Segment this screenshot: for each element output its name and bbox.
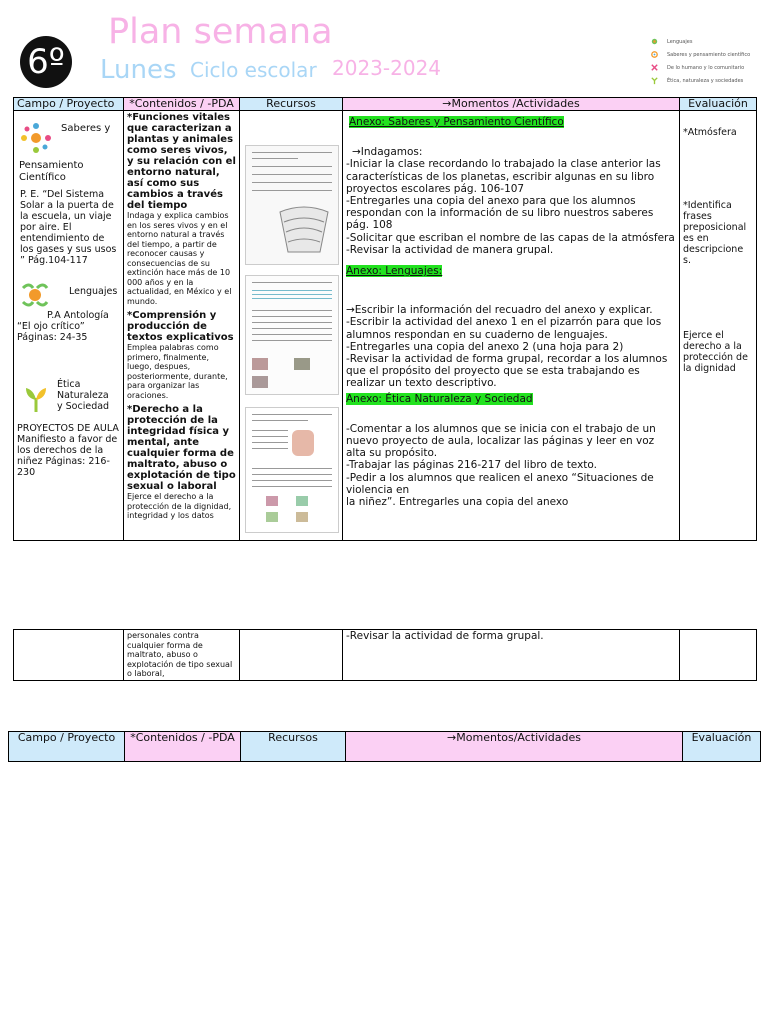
header-momentos: →Momentos /Actividades <box>343 98 680 111</box>
header-contenidos-2: *Contenidos / -PDA <box>125 732 241 762</box>
etica-icon <box>23 385 49 417</box>
legend-item <box>650 61 762 74</box>
paginas-label: Páginas: 24-35 <box>17 332 88 343</box>
etica-label-1: Ética <box>57 379 81 390</box>
anexo-saberes-heading: Anexo: Saberes y Pensamiento Científico <box>349 116 564 128</box>
saberes-icon <box>650 50 659 59</box>
anexo-lenguajes-thumbnail <box>245 275 339 395</box>
year-label: 2023-2024 <box>332 56 442 80</box>
campo-cell-cont <box>14 630 124 681</box>
etica-label-3: y Sociedad <box>57 401 110 412</box>
etica-label-2: Naturaleza <box>57 390 109 401</box>
saberes-icon <box>19 121 53 159</box>
contenidos-cell-cont <box>124 630 240 681</box>
manifiesto-label: Manifiesto a favor de los derechos de la niñez Páginas: 216-230 <box>17 434 118 478</box>
project-saberes: P. E. “Del Sistema Solar a la puerta de la escuela, un viaje por aire. El entendimiento de los gases y sus usos ” Pág.104-117 <box>20 189 117 266</box>
actividad-lenguajes-3: -Entregarles una copia del anexo 2 (una hoja para 2) <box>346 340 624 353</box>
lenguajes-label: Lenguajes <box>69 286 118 297</box>
contenidos-cell <box>124 111 240 541</box>
header-evaluacion-2: Evaluación <box>683 732 761 762</box>
actividad-lenguajes-2: -Escribir la actividad del anexo 1 en el pizarrón para que los alumnos respondan en su cuaderno de lenguajes. <box>346 316 662 341</box>
legend-item <box>650 74 762 87</box>
header-campo: Campo / Proyecto <box>14 98 124 111</box>
header-recursos-2: Recursos <box>241 732 346 762</box>
day-label: Lunes <box>100 55 177 85</box>
proyectos-aula-label: PROYECTOS DE AULA <box>17 423 119 434</box>
contenido-1-text: Indaga y explica cambios en los seres vivos y en el entorno natural a través del tiempo, a partir de reconocer causas y consecuencias de su extinción hace más de 10 000 años y en la actualidad, en México y el mundo. <box>127 211 232 306</box>
saberes-label: Saberes y <box>61 123 111 134</box>
legend-label: De lo humano y lo comunitario <box>667 64 745 71</box>
plan-table-next <box>8 731 761 762</box>
cycle-label: Ciclo escolar <box>190 58 317 82</box>
evaluacion-3: Ejerce el derecho a la protección de la dignidad <box>683 330 748 374</box>
humano-icon <box>650 63 659 72</box>
header-campo-2: Campo / Proyecto <box>9 732 125 762</box>
anexo-lenguajes-heading: Anexo: Lenguajes: <box>346 265 443 278</box>
indagamos-label: →Indagamos: <box>352 146 423 159</box>
contenido-2-text: Emplea palabras como primero, finalmente, luego, despues, posteriormente, durante, para organizar las oraciones. <box>127 343 228 400</box>
plan-table-main <box>13 97 757 541</box>
saberes-block <box>17 121 120 181</box>
saberes-label-2: Pensamiento Científico <box>19 160 84 183</box>
actividad-etica-5: -Revisar la actividad de forma grupal. <box>346 630 544 642</box>
actividad-etica-2: -Trabajar las páginas 216-217 del libro de texto. <box>346 459 597 472</box>
contenido-2-title: *Comprensión y producción de textos explicativos <box>127 310 234 343</box>
grade-badge: 6º <box>20 36 72 88</box>
legend-label: Ética, naturaleza y sociedades <box>667 77 744 84</box>
plan-table-continuation <box>13 629 757 681</box>
header-evaluacion: Evaluación <box>680 98 757 111</box>
recursos-cell <box>240 111 343 541</box>
antologia-label: P.A Antología <box>47 310 109 321</box>
anexo-etica-heading: Anexo: Ética Naturaleza y Sociedad <box>346 392 533 405</box>
contenido-3-continuation: personales contra cualquier forma de maltrato, abuso o explotación de tipo sexual o laboral, <box>127 631 233 678</box>
actividad-etica-3: -Pedir a los alumnos que realicen el anexo “Situaciones de violencia en <box>346 471 654 496</box>
contenido-1-title: *Funciones vitales que caracterizan a plantas y animales como seres vivos, y su relación con el entorno natural, así como sus cambios a través del tiempo <box>127 112 236 211</box>
contenido-3-text: Ejerce el derecho a la protección de la dignidad, integridad y los datos <box>127 492 232 520</box>
lenguajes-icon <box>19 280 51 314</box>
legend-item <box>650 35 762 48</box>
actividad-saberes-1: -Iniciar la clase recordando lo trabajado la clase anterior las características de los planetas, escribir algunas en su libro proyectos escolares pág. 106-107 <box>346 158 661 195</box>
lenguajes-icon <box>650 37 659 46</box>
momentos-cell <box>343 111 680 541</box>
header-recursos: Recursos <box>240 98 343 111</box>
actividad-etica-4: la niñez”. Entregarles una copia del anexo <box>346 496 569 509</box>
legend-label: Saberes y pensamiento científico <box>667 51 751 58</box>
contenido-3-title: *Derecho a la protección de la integridad física y mental, ante cualquier forma de maltrato, abuso o explotación de tipo sexual o laboral <box>127 404 236 492</box>
ojo-critico-label: “El ojo crítico” <box>17 321 85 332</box>
anexo-saberes-thumbnail <box>245 145 339 265</box>
page-title: Plan semana <box>108 12 333 52</box>
momentos-cell-cont <box>343 630 680 681</box>
anexo-etica-thumbnail <box>245 407 339 533</box>
actividad-saberes-2: -Entregarles una copia del anexo para que los alumnos respondan con la información de su libro nuestros saberes pág. 108 <box>346 195 654 232</box>
lenguajes-block <box>17 280 120 310</box>
campos-legend <box>650 35 762 95</box>
legend-item <box>650 48 762 61</box>
evaluacion-1: *Atmósfera <box>683 127 737 138</box>
actividad-etica-1: -Comentar a los alumnos que se inicia con el trabajo de un nuevo proyecto de aula, localizar las páginas y leer en voz alta su propósito. <box>346 422 656 460</box>
actividad-saberes-4: -Revisar la actividad de manera grupal. <box>346 243 554 256</box>
actividad-saberes-3: -Solicitar que escriban el nombre de las capas de la atmósfera <box>346 231 675 244</box>
actividad-lenguajes-4: -Revisar la actividad de forma grupal, recordar a los alumnos que el propósito del proyecto que se esta trabajando es realizar un texto descriptivo. <box>346 353 668 390</box>
header-momentos-2: →Momentos/Actividades <box>346 732 683 762</box>
campo-cell <box>14 111 124 541</box>
etica-icon <box>650 76 659 85</box>
actividad-lenguajes-1: →Escribir la información del recuadro del anexo y explicar. <box>346 304 653 317</box>
recursos-cell-cont <box>240 630 343 681</box>
evaluacion-cell <box>680 111 757 541</box>
evaluacion-cell-cont <box>680 630 757 681</box>
evaluacion-2: *Identifica frases preposicional es en descripcione s. <box>683 200 747 266</box>
legend-label: Lenguajes <box>667 38 693 45</box>
header-contenidos: *Contenidos / -PDA <box>124 98 240 111</box>
etica-block <box>17 379 120 419</box>
